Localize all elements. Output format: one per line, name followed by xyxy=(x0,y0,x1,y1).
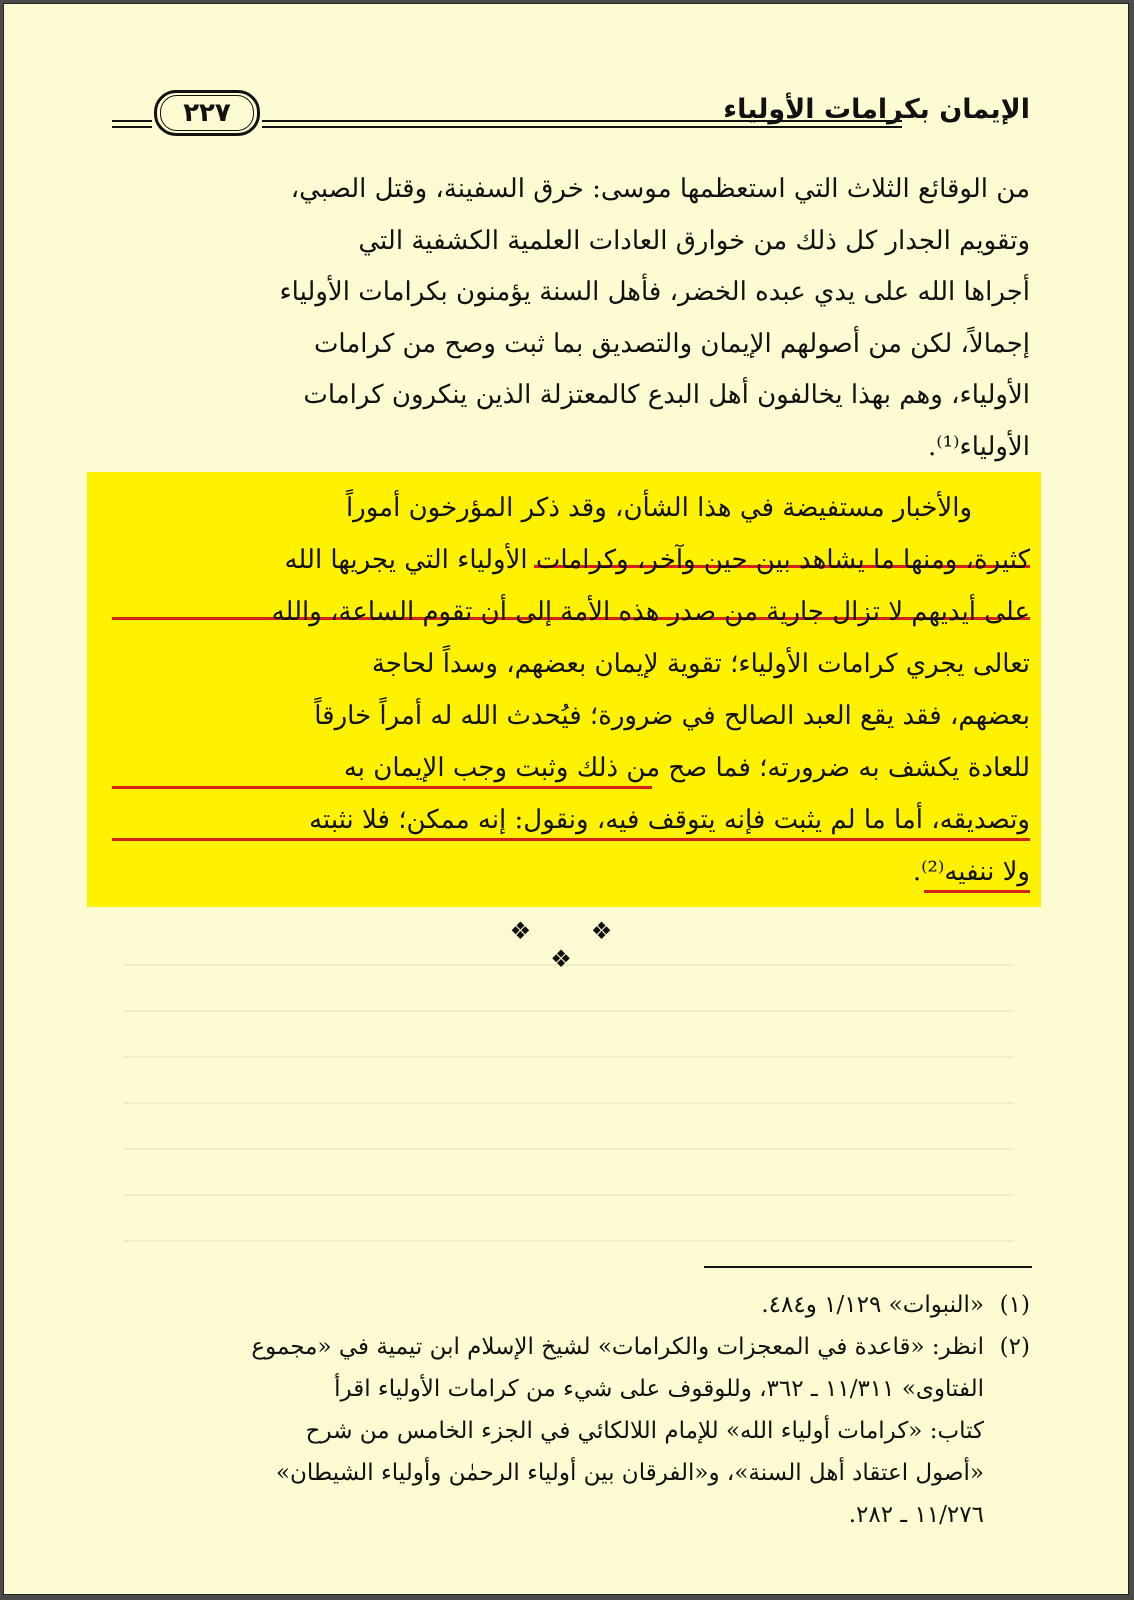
body-paragraph xyxy=(112,164,1030,473)
header-rule-bottom xyxy=(262,126,902,128)
footnote-line xyxy=(112,1326,1030,1368)
footnote-text: ١١/٢٧٦ ـ ٢٨٢. xyxy=(848,1502,984,1528)
footnote-text: كتاب: «كرامات أولياء الله» للإمام اللالكائي في الجزء الخامس من شرح xyxy=(305,1418,984,1444)
text-line: كثيرة، ومنها ما يشاهد بين حين وآخر، وكرامات الأولياء التي يجريها الله xyxy=(284,545,1030,575)
text-line: من الوقائع الثلاث التي استعظمها موسى: خرق السفينة، وقتل الصبي، xyxy=(290,174,1030,204)
footnote-number: (٢) xyxy=(999,1334,1030,1360)
header-title: الإيمان بكرامات الأولياء xyxy=(723,94,1030,125)
footnote-line xyxy=(112,1410,1030,1452)
page-number-badge xyxy=(154,90,260,136)
text-line: بعضهم، فقد يقع العبد الصالح في ضرورة؛ فيُحدث الله له أمراً خارقاً xyxy=(314,701,1030,731)
text-line: والأخبار مستفيضة في هذا الشأن، وقد ذكر المؤرخون أموراً xyxy=(345,493,972,523)
header-rule-left-bottom xyxy=(112,126,152,128)
section-ornament: ❖ ❖ ❖ xyxy=(509,917,639,973)
footnote-line xyxy=(112,1368,1030,1410)
text-line: ولا ننفيه⁽²⁾. xyxy=(912,857,1030,887)
text-line: الأولياء⁽¹⁾. xyxy=(927,431,1030,462)
highlighted-paragraph xyxy=(112,482,1030,898)
text-line: على أيديهم لا تزال جارية من صدر هذه الأمة إلى أن تقوم الساعة، والله xyxy=(271,597,1030,627)
footnote-text: «النبوات» ١/١٢٩ و٤٨٤. xyxy=(761,1292,984,1318)
footnote-line xyxy=(112,1452,1030,1494)
footnote-line xyxy=(112,1494,1030,1536)
footnotes xyxy=(112,1284,1030,1536)
footnote-line xyxy=(112,1284,1030,1326)
page-number: ٢٢٧ xyxy=(160,95,254,131)
footnote-text: الفتاوى» ١١/٣١١ ـ ٣٦٢، وللوقوف على شيء من كرامات الأولياء اقرأ xyxy=(334,1376,984,1402)
footnote-text: «أصول اعتقاد أهل السنة»، و«الفرقان بين أولياء الرحمٰن وأولياء الشيطان» xyxy=(275,1460,984,1486)
text-line: الأولياء، وهم بهذا يخالفون أهل البدع كالمعتزلة الذين ينكرون كرامات xyxy=(303,380,1030,410)
footnote-text: انظر: «قاعدة في المعجزات والكرامات» لشيخ الإسلام ابن تيمية في «مجموع xyxy=(251,1334,984,1360)
text-line: أجراها الله على يدي عبده الخضر، فأهل السنة يؤمنون بكرامات الأولياء xyxy=(279,277,1030,307)
text-line: وتصديقه، أما ما لم يثبت فإنه يتوقف فيه، ونقول: إنه ممكن؛ فلا نثبته xyxy=(309,805,1030,835)
book-page xyxy=(3,3,1129,1595)
bleed-through-texture xyxy=(124,964,1014,1244)
footnote-separator xyxy=(704,1266,1032,1268)
text-line: إجمالاً، لكن من أصولهم الإيمان والتصديق بما ثبت وصح من كرامات xyxy=(313,328,1030,359)
text-line: تعالى يجري كرامات الأولياء؛ تقوية لإيمان بعضهم، وسداً لحاجة xyxy=(371,649,1030,679)
header-rule-left-top xyxy=(112,120,152,122)
running-header xyxy=(112,90,1030,142)
text-line: وتقويم الجدار كل ذلك من خوارق العادات العلمية الكشفية التي xyxy=(358,225,1030,256)
footnote-number: (١) xyxy=(999,1292,1030,1318)
text-line: للعادة يكشف به ضرورته؛ فما صح من ذلك وثبت وجب الإيمان به xyxy=(343,753,1030,783)
